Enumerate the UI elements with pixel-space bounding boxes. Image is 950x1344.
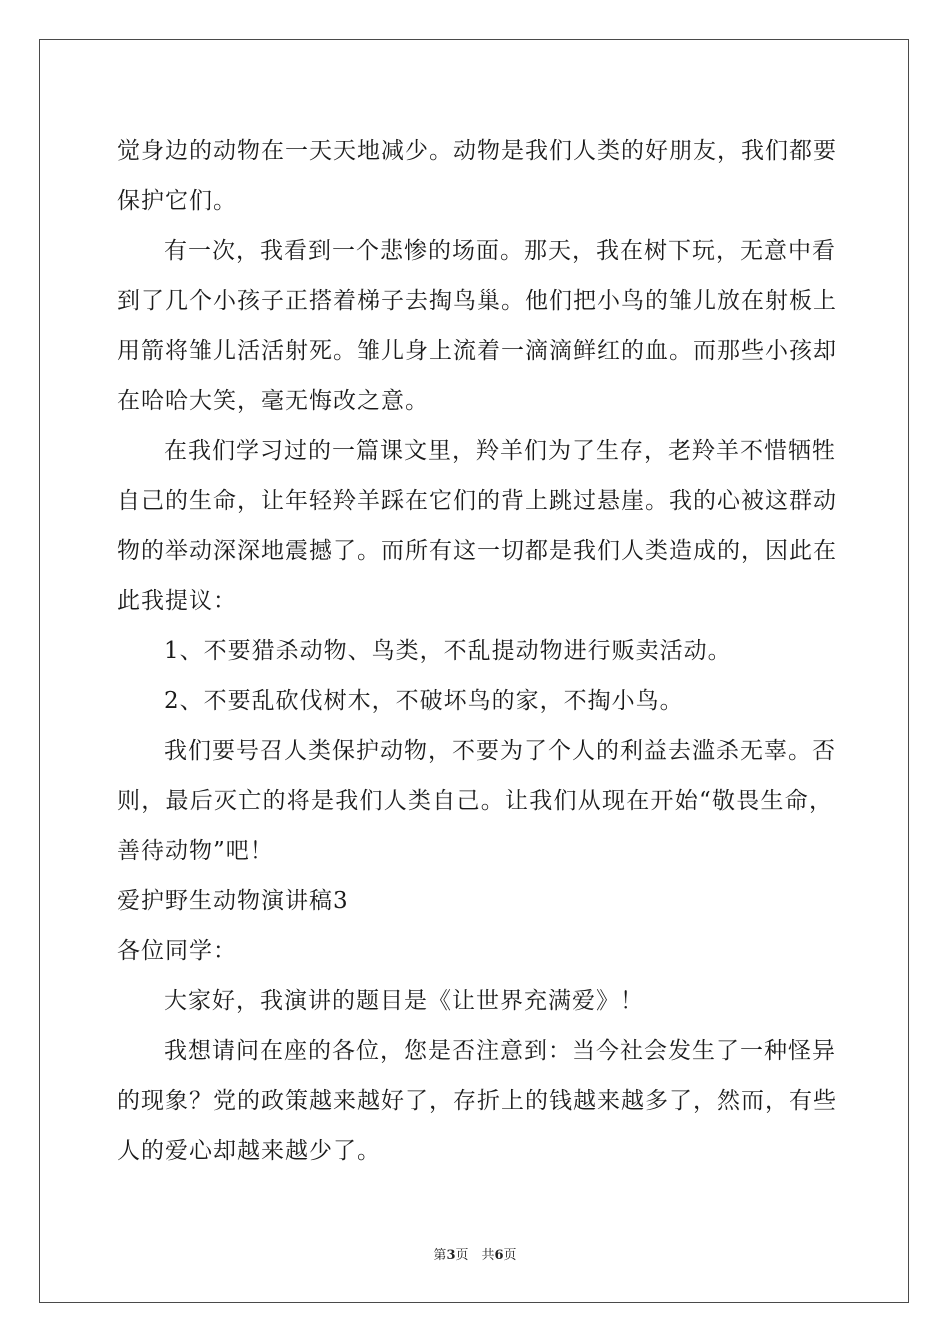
text-line: 用箭将雏儿活活射死。雏儿身上流着一滴滴鲜红的血。而那些小孩却 <box>117 338 837 364</box>
current-page-number: 3 <box>446 1248 456 1263</box>
text-line: 的现象？党的政策越来越好了，存折上的钱越来越多了，然而，有些 <box>117 1088 837 1114</box>
page-footer <box>0 1244 950 1263</box>
text-line: 此我提议： <box>117 588 237 614</box>
text-line: 物的举动深深地震撼了。而所有这一切都是我们人类造成的，因此在 <box>117 538 837 564</box>
text-line: 觉身边的动物在一天天地减少。动物是我们人类的好朋友，我们都要 <box>117 138 837 164</box>
text-line: 有一次，我看到一个悲惨的场面。那天，我在树下玩，无意中看 <box>164 238 836 264</box>
salutation: 各位同学： <box>117 938 237 964</box>
text-line: 在哈哈大笑，毫无悔改之意。 <box>117 388 429 414</box>
list-item: 2、不要乱砍伐树木，不破坏鸟的家，不掏小鸟。 <box>164 688 684 714</box>
text-line: 在我们学习过的一篇课文里，羚羊们为了生存，老羚羊不惜牺牲 <box>164 438 836 464</box>
text-line: 善待动物”吧！ <box>117 838 274 864</box>
footer-prefix: 第 <box>433 1248 447 1263</box>
text-line: 大家好，我演讲的题目是《让世界充满爱》！ <box>164 988 644 1014</box>
section-title: 爱护野生动物演讲稿3 <box>117 888 349 914</box>
text-line: 保护它们。 <box>117 188 237 214</box>
total-page-number: 6 <box>494 1248 504 1263</box>
text-line: 自己的生命，让年轻羚羊踩在它们的背上跳过悬崖。我的心被这群动 <box>117 488 837 514</box>
text-line: 则，最后灭亡的将是我们人类自己。让我们从现在开始“敬畏生命， <box>117 788 833 814</box>
text-line: 到了几个小孩子正搭着梯子去掏鸟巢。他们把小鸟的雏儿放在射板上 <box>117 288 837 314</box>
footer-suffix: 页 <box>503 1248 517 1263</box>
list-item: 1、不要猎杀动物、鸟类，不乱提动物进行贩卖活动。 <box>164 638 732 664</box>
text-line: 我们要号召人类保护动物，不要为了个人的利益去滥杀无辜。否 <box>164 738 836 764</box>
footer-mid: 页 共 <box>455 1248 495 1263</box>
text-line: 人的爱心却越来越少了。 <box>117 1138 381 1164</box>
text-line: 我想请问在座的各位，您是否注意到：当今社会发生了一种怪异 <box>164 1038 836 1064</box>
